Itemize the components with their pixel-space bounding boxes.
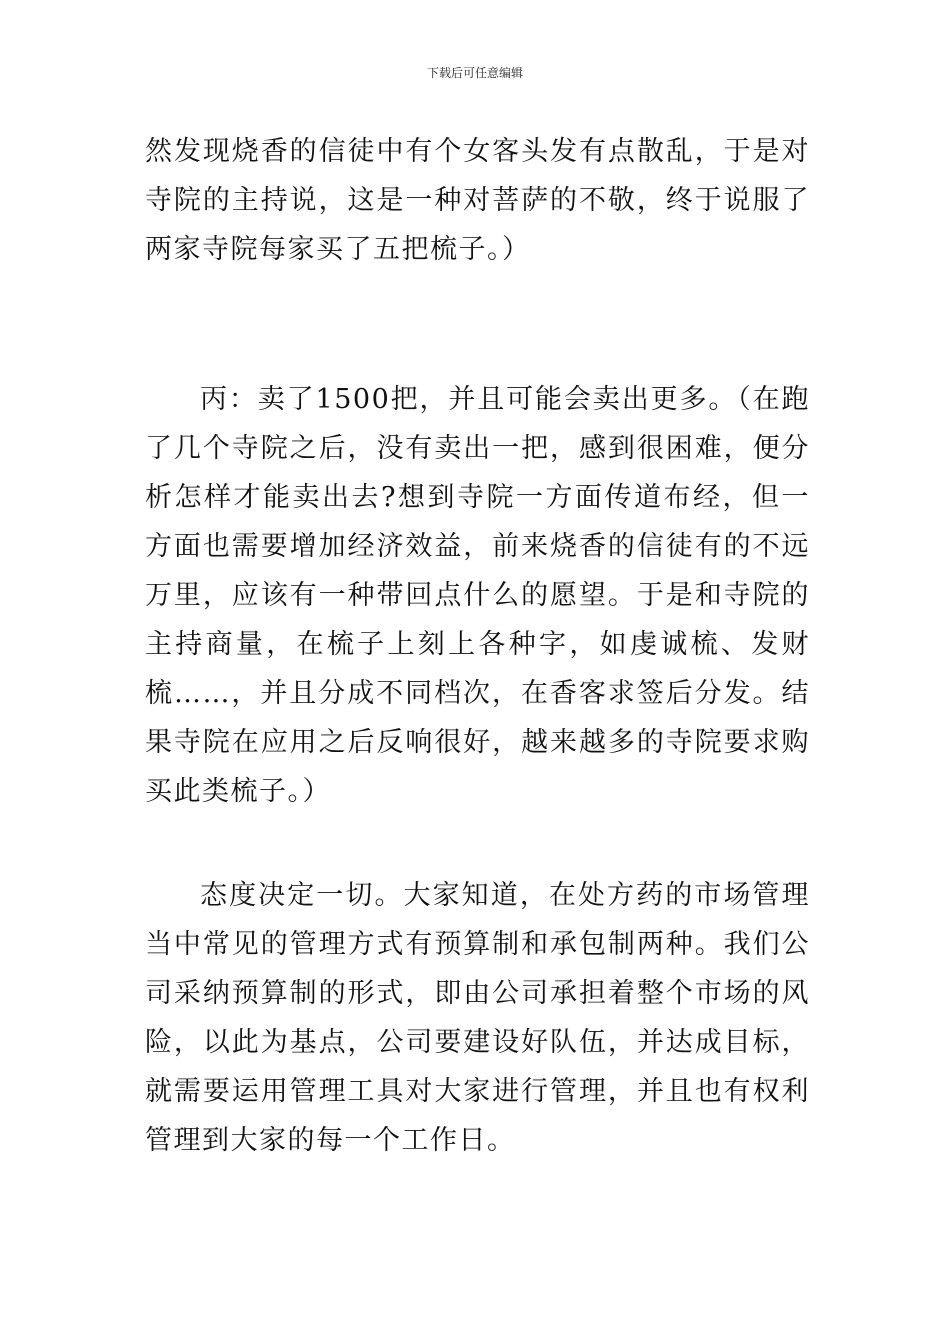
paragraph-bing: 丙：卖了1500把，并且可能会卖出更多。（在跑了几个寺院之后，没有卖出一把，感到很困难，便分析怎样才能卖出去?想到寺院一方面传道布经，但一方面也需要增加经济效益，前来烧香的信徒有的不远万里，应该有一种带回点什么的愿望。于是和寺院的主持商量，在梳子上刻上各种字，如虔诚梳、发财梳……，并且分成不同档次，在香客求签后分发。结果寺院在应用之后反响很好，越来越多的寺院要求购买此类梳子。）: [145, 384, 810, 807]
paragraph-attitude: 态度决定一切。大家知道，在处方药的市场管理当中常见的管理方式有预算制和承包制两种。我们公司采纳预算制的形式，即由公司承担着整个市场的风险，以此为基点，公司要建设好队伍，并达成目标，就需要运用管理工具对大家进行管理，并且也有权利管理到大家的每一个工作日。: [145, 880, 810, 1156]
page-header: 下载后可任意编辑: [426, 66, 523, 80]
paragraph-continuation: 然发现烧香的信徒中有个女客头发有点散乱，于是对寺院的主持说，这是一种对菩萨的不敬，终于说服了两家寺院每家买了五把梳子。）: [145, 136, 810, 265]
